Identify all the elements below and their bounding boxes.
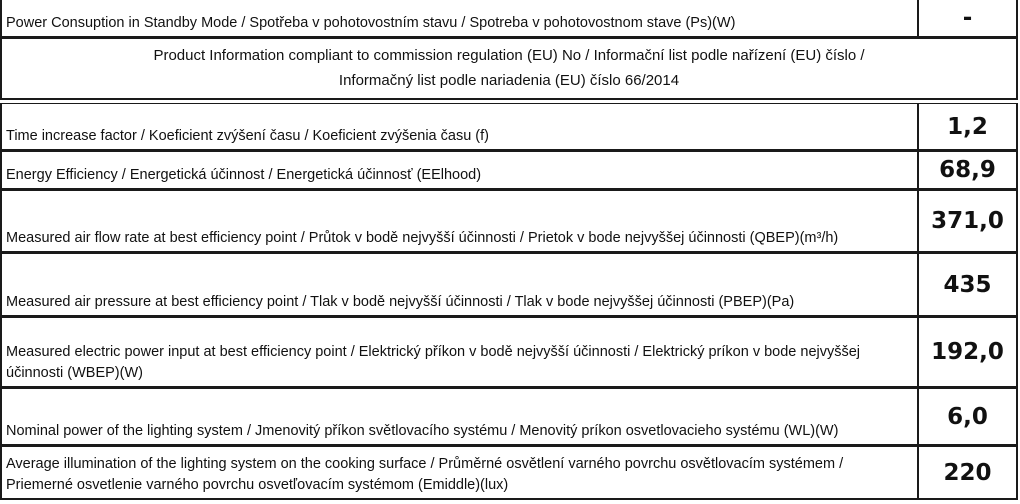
row-energy-efficiency <box>0 151 1018 190</box>
header-line-2: Informačný list podle nariadenia (EU) číslo 66/2014 <box>338 72 680 89</box>
table-header <box>0 38 1018 100</box>
row-label: Measured air pressure at best efficiency point / Tlak v bodě nejvyšší účinnosti / Tlak v bode nejvyššej účinnosti (PBEP)(Pa) <box>2 254 919 315</box>
row-value: 1,2 <box>947 113 988 140</box>
row-value: 192,0 <box>931 339 1004 365</box>
row-value: 6,0 <box>947 403 988 430</box>
row-standby-power <box>0 0 1018 38</box>
row-air-flow-rate <box>0 190 1018 253</box>
row-time-increase-factor <box>0 103 1018 151</box>
row-label: Power Consuption in Standby Mode / Spotřeba v pohotovostním stavu / Spotreba v pohotovostnom stave (Ps)(W) <box>2 0 919 36</box>
row-value: 435 <box>943 271 992 298</box>
row-value: 220 <box>943 459 992 486</box>
row-electric-power-input <box>0 317 1018 388</box>
row-value: 68,9 <box>939 157 996 183</box>
row-air-pressure <box>0 253 1018 317</box>
row-label: Measured air flow rate at best efficiency point / Průtok v bodě nejvyšší účinnosti / Prietok v bode nejvyššej účinnosti (QBEP)(m³/h) <box>2 191 919 251</box>
header-line-1: Product Information compliant to commission regulation (EU) No / Informační list podle nařízení (EU) číslo / <box>153 47 865 64</box>
row-label: Average illumination of the lighting system on the cooking surface / Průměrné osvětlení varného povrchu osvětlovacím systémem / Priemerné osvetlenie varného povrchu osvetľovacím systémom (Emiddle)(lux) <box>2 447 919 498</box>
row-label: Nominal power of the lighting system / Jmenovitý příkon světlovacího systému / Menovitý príkon osvetlovacieho systému (WL)(W) <box>2 389 919 444</box>
row-average-illumination <box>0 446 1018 500</box>
row-lighting-power <box>0 388 1018 446</box>
row-label: Energy Efficiency / Energetická účinnost / Energetická účinnosť (EElhood) <box>2 152 919 188</box>
row-label: Measured electric power input at best efficiency point / Elektrický příkon v bodě nejvyšší účinnosti / Elektrický príkon v bode nejvyššej účinnosti (WBEP)(W) <box>2 318 919 386</box>
row-value: 371,0 <box>931 208 1004 234</box>
row-value: - <box>962 5 973 31</box>
row-label: Time increase factor / Koeficient zvýšení času / Koeficient zvýšenia času (f) <box>2 104 919 149</box>
